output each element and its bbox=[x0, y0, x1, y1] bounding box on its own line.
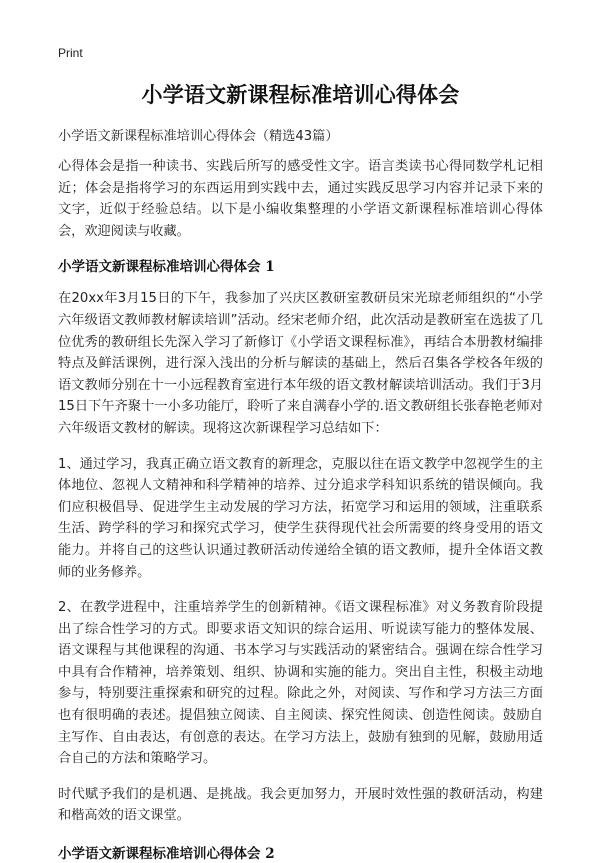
section-1-paragraph-closing: 时代赋予我们的是机遇、是挑战。我会更加努力，开展时效性强的教研活动，构建和楷高效的语文课堂。 bbox=[58, 786, 543, 824]
section-1-paragraph-point-2: 2、在教学进程中，注重培养学生的创新精神。《语文课程标准》对义务教育阶段提出了综合性学习的方式。即要求语文知识的综合运用、听说读写能力的整体发展、语文课程与其他课程的沟通、书本学习与实践活动的紧密结合。强调在综合性学习中具有合作精神，培养策划、组织、协调和实施的能力。突出自主性，积极主动地参与，特别要注重探索和研究的过程。除此之外，对阅读、写作和学习方法三方面也有很明确的表述。提倡独立阅读、自主阅读、探究性阅读、创造性阅读。鼓励自主写作、自由表达，有创意的表达。在学习方法上，鼓励有独到的见解，鼓励用适合自己的方法和策略学习。 bbox=[58, 600, 543, 767]
page-title: 小学语文新课程标准培训心得体会 bbox=[141, 83, 460, 107]
article-subtitle: 小学语文新课程标准培训心得体会（精选43篇） bbox=[58, 129, 339, 144]
intro-paragraph: 心得体会是指一种读书、实践后所写的感受性文字。语言类读书心得同数学札记相近；体会是指将学习的东西运用到实践中去，通过实践反思学习内容并记录下来的文字，近似于经验总结。以下是小编收集整理的小学语文新课程标准培训心得体会，欢迎阅读与收藏。 bbox=[58, 159, 543, 239]
section-heading-1: 小学语文新课程标准培训心得体会 1 bbox=[58, 259, 275, 276]
section-1-paragraph-intro: 在20xx年3月15日的下午，我参加了兴庆区教研室教研员宋光琼老师组织的“小学六年级语文教师教材解读培训”活动。经宋老师介绍，此次活动是教研室在选拔了几位优秀的教研组长先深入学习了新修订《小学语文课程标准》，再结合本册教材编排特点及鲜活课例，进行深入浅出的分析与解读的基础上，然后召集各学校各年级的语文教师分别在十一小远程教育室进行本年级的语文教材解读培训活动。我们于3月15日下午齐聚十一小多功能厅，聆听了来自满春小学的.语文教研组长张春艳老师对六年级语文教材的解读。现将这次新课程学习总结如下： bbox=[58, 291, 543, 436]
section-1-paragraph-point-1: 1、通过学习，我真正确立语文教育的新理念，克服以往在语文教学中忽视学生的主体地位、忽视人文精神和科学精神的培养、过分追求学科知识系统的错误倾向。我们应积极倡导、促进学生主动发展的学习方法，拓宽学习和运用的领域，注重联系生活、跨学科的学习和探究式学习，使学生获得现代社会所需要的终身受用的语文能力。并将自己的这些认识通过教研活动传递给全镇的语文教师，提升全体语文教师的业务修养。 bbox=[58, 456, 543, 580]
print-link[interactable]: Print bbox=[58, 46, 83, 60]
section-heading-2: 小学语文新课程标准培训心得体会 2 bbox=[58, 846, 275, 863]
